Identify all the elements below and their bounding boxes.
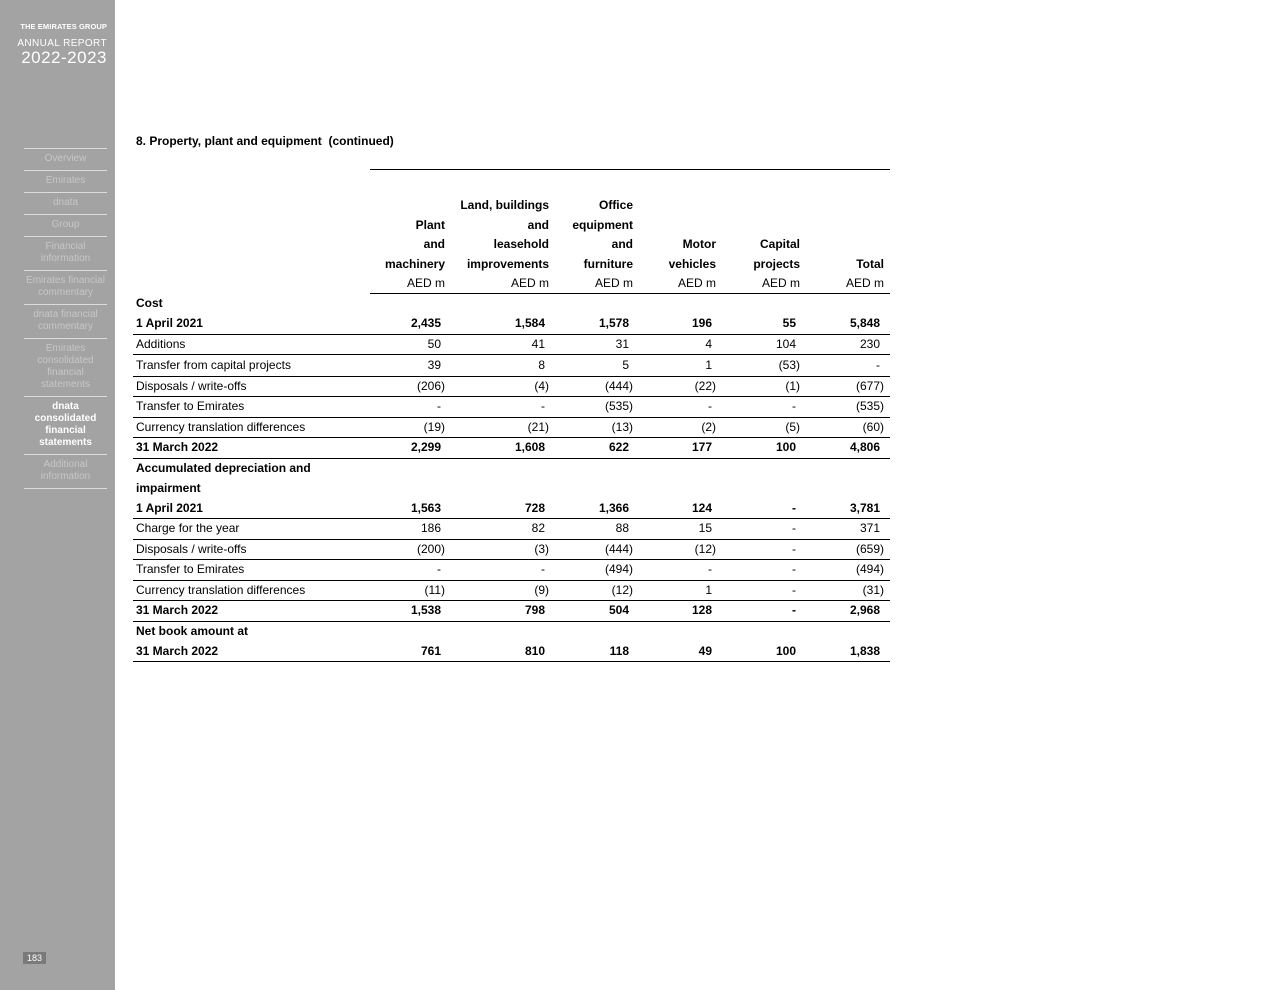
- column-header: improvements: [466, 256, 549, 271]
- table-cell: [451, 519, 555, 540]
- table-cell: [722, 539, 806, 560]
- table-row: [133, 621, 890, 642]
- table-cell: [451, 397, 555, 418]
- cell-value: 504: [608, 603, 629, 617]
- table-cell: [555, 539, 639, 560]
- table-cell: [639, 580, 722, 601]
- cell-value: 104: [775, 336, 796, 351]
- table-row: [133, 376, 890, 397]
- cell-value: (4): [534, 378, 549, 393]
- cell-value: 1: [705, 582, 712, 597]
- table-cell: [451, 355, 555, 377]
- table-cell: [451, 314, 555, 334]
- cell-value: 82: [531, 521, 545, 535]
- row-label: 1 April 2021: [133, 314, 370, 334]
- cell-value: 1,608: [514, 440, 545, 454]
- table-cell: [806, 560, 890, 581]
- column-header: furniture: [583, 256, 633, 271]
- table-row: [133, 499, 890, 519]
- table-cell: [639, 560, 722, 581]
- table-row: [133, 560, 890, 581]
- row-label: Transfer to Emirates: [133, 560, 370, 581]
- cell-value: 177: [691, 440, 712, 454]
- column-header: [806, 235, 890, 255]
- ppe-table: [133, 196, 890, 662]
- cell-value: 55: [782, 316, 796, 330]
- table-cell: [806, 539, 890, 560]
- row-label: Transfer to Emirates: [133, 397, 370, 418]
- table-cell: [722, 294, 806, 315]
- cell-value: -: [437, 562, 441, 576]
- table-cell: [806, 355, 890, 377]
- cell-value: -: [876, 357, 880, 372]
- page-number: 183: [23, 952, 46, 964]
- table-cell: [639, 621, 722, 642]
- table-cell: [806, 580, 890, 601]
- table-cell: [555, 621, 639, 642]
- table-cell: [639, 376, 722, 397]
- nav-item-dnata-financial-commentary[interactable]: dnata financial commentary: [24, 305, 107, 339]
- cell-value: (13): [611, 419, 633, 434]
- column-header: [639, 216, 722, 236]
- table-cell: [639, 458, 722, 479]
- cell-value: 371: [859, 521, 880, 535]
- cell-value: 15: [698, 521, 712, 535]
- row-label: Transfer from capital projects: [133, 355, 370, 377]
- nav-item-overview[interactable]: Overview: [24, 149, 107, 171]
- cell-value: 622: [608, 440, 629, 454]
- cell-value: -: [541, 399, 545, 413]
- table-row: [133, 355, 890, 377]
- cell-value: -: [792, 582, 796, 597]
- table-cell: [555, 355, 639, 377]
- column-header: and: [423, 237, 445, 251]
- cell-value: (200): [416, 541, 445, 556]
- cell-value: -: [708, 562, 712, 576]
- table-cell: [639, 417, 722, 438]
- table-cell: [370, 458, 451, 479]
- table-row: [133, 479, 890, 499]
- table-row: [133, 417, 890, 438]
- cell-value: 4,806: [849, 440, 880, 454]
- sidebar: [0, 0, 115, 990]
- table-cell: [370, 479, 451, 499]
- cell-value: (19): [423, 419, 445, 434]
- table-cell: [370, 397, 451, 418]
- cell-value: 186: [420, 521, 441, 535]
- table-cell: [451, 334, 555, 355]
- cell-value: -: [437, 399, 441, 413]
- table-cell: [555, 417, 639, 438]
- table-cell: [639, 642, 722, 662]
- table-cell: [722, 417, 806, 438]
- table-cell: [555, 580, 639, 601]
- cell-value: 50: [427, 336, 441, 351]
- table-cell: [555, 334, 639, 355]
- table-row: [133, 458, 890, 479]
- table-cell: [722, 601, 806, 622]
- table-cell: [370, 314, 451, 334]
- cell-value: (2): [701, 419, 716, 434]
- header-blank: [133, 255, 370, 275]
- table-cell: [370, 438, 451, 459]
- header-blank: [133, 274, 370, 294]
- table-cell: [370, 499, 451, 519]
- cell-value: -: [541, 562, 545, 576]
- cell-value: (12): [611, 582, 633, 597]
- cell-value: 1: [705, 357, 712, 372]
- table-cell: [722, 355, 806, 377]
- column-header: Motor: [682, 237, 716, 251]
- table-cell: [370, 519, 451, 540]
- table-cell: [806, 376, 890, 397]
- sidebar-nav: [24, 148, 107, 489]
- cell-value: 100: [775, 643, 796, 658]
- table-cell: [555, 294, 639, 315]
- table-cell: [555, 560, 639, 581]
- table-cell: [806, 334, 890, 355]
- table-row: [133, 334, 890, 355]
- brand-report-label: ANNUAL REPORT: [17, 38, 107, 49]
- column-header: projects: [753, 256, 800, 271]
- table-row: [133, 519, 890, 540]
- table-row: [133, 580, 890, 601]
- table-cell: [639, 601, 722, 622]
- header-blank: [133, 216, 370, 236]
- cell-value: (659): [855, 541, 884, 556]
- row-label: 31 March 2022: [133, 601, 370, 622]
- row-label: Additions: [133, 334, 370, 355]
- table-cell: [555, 601, 639, 622]
- table-cell: [639, 294, 722, 315]
- table-cell: [370, 539, 451, 560]
- table-row: [133, 314, 890, 334]
- table-cell: [639, 479, 722, 499]
- cell-value: -: [792, 603, 796, 617]
- cell-value: 1,578: [598, 316, 629, 330]
- page-heading: 8. Property, plant and equipment (continued): [136, 134, 394, 148]
- table-cell: [806, 397, 890, 418]
- cell-value: 2,299: [410, 440, 441, 454]
- column-header: [806, 196, 890, 216]
- table-cell: [722, 499, 806, 519]
- cell-value: 118: [609, 643, 629, 658]
- table-cell: [555, 519, 639, 540]
- column-unit: AED m: [722, 274, 806, 294]
- table-cell: [722, 397, 806, 418]
- row-label: impairment: [136, 480, 201, 495]
- table-cell: [451, 560, 555, 581]
- table-cell: [451, 417, 555, 438]
- table-cell: [451, 294, 555, 315]
- table-row: [133, 397, 890, 418]
- cell-value: 41: [531, 336, 545, 351]
- table-cell: [722, 560, 806, 581]
- table-cell: [370, 355, 451, 377]
- cell-value: (3): [534, 541, 549, 556]
- cell-value: 8: [538, 357, 545, 372]
- table-cell: [639, 499, 722, 519]
- cell-value: 1,838: [849, 643, 880, 658]
- table-cell: [451, 376, 555, 397]
- cell-value: 1,538: [410, 603, 441, 617]
- table-cell: [722, 519, 806, 540]
- cell-value: 100: [775, 440, 796, 454]
- brand-report-years: 2022-2023: [21, 48, 107, 67]
- column-header: Office: [598, 198, 633, 212]
- table-cell: [370, 294, 451, 315]
- table-cell: [806, 458, 890, 479]
- cell-value: 798: [524, 603, 545, 617]
- table-cell: [806, 438, 890, 459]
- table-cell: [555, 397, 639, 418]
- column-unit: AED m: [639, 274, 722, 294]
- table-cell: [806, 314, 890, 334]
- table-cell: [639, 314, 722, 334]
- table-cell: [555, 499, 639, 519]
- cell-value: (444): [604, 378, 633, 393]
- nav-item-dnata[interactable]: dnata: [24, 193, 107, 215]
- row-label: Currency translation differences: [133, 417, 370, 438]
- cell-value: 810: [524, 643, 545, 658]
- table-cell: [722, 458, 806, 479]
- cell-value: 1,584: [514, 316, 545, 330]
- cell-value: 3,781: [849, 500, 880, 515]
- cell-value: 4: [705, 336, 712, 351]
- column-header: Land, buildings: [460, 198, 549, 212]
- header-rule: [370, 169, 890, 170]
- table-cell: [806, 642, 890, 662]
- cell-value: -: [708, 399, 712, 413]
- cell-value: -: [792, 562, 796, 576]
- table-cell: [555, 376, 639, 397]
- table-cell: [451, 601, 555, 622]
- cell-value: (53): [778, 357, 800, 372]
- column-header: Total: [856, 256, 884, 271]
- cell-value: 5,848: [849, 316, 880, 330]
- cell-value: -: [792, 541, 796, 556]
- cell-value: (9): [534, 582, 549, 597]
- table-cell: [639, 397, 722, 418]
- table-cell: [555, 458, 639, 479]
- column-header: [806, 216, 890, 236]
- table-cell: [639, 519, 722, 540]
- table-cell: [370, 621, 451, 642]
- column-header: and: [527, 217, 549, 232]
- column-unit: AED m: [806, 274, 890, 294]
- table-cell: [451, 642, 555, 662]
- brand-block: [17, 22, 107, 66]
- table-cell: [806, 499, 890, 519]
- row-label: Disposals / write-offs: [133, 376, 370, 397]
- table-cell: [451, 479, 555, 499]
- column-header: [639, 196, 722, 216]
- cell-value: 49: [698, 643, 712, 658]
- row-label: Accumulated depreciation and: [136, 460, 311, 475]
- table-cell: [370, 334, 451, 355]
- column-unit: AED m: [555, 274, 639, 294]
- table-cell: [722, 334, 806, 355]
- table-cell: [370, 376, 451, 397]
- table-cell: [722, 642, 806, 662]
- table-cell: [370, 642, 451, 662]
- column-header: leasehold: [493, 237, 549, 251]
- table-cell: [806, 417, 890, 438]
- table-cell: [639, 539, 722, 560]
- nav-item-financial-information[interactable]: Financial information: [24, 237, 107, 271]
- row-label: Cost: [136, 296, 163, 310]
- cell-value: (494): [855, 562, 884, 576]
- table-cell: [370, 601, 451, 622]
- header-blank: [133, 196, 370, 216]
- cell-value: (5): [785, 419, 800, 434]
- column-header: [722, 196, 806, 216]
- table-cell: [806, 479, 890, 499]
- table-cell: [451, 499, 555, 519]
- cell-value: (11): [424, 582, 445, 597]
- table-cell: [722, 621, 806, 642]
- cell-value: 128: [691, 603, 712, 617]
- units-row: [133, 274, 890, 294]
- column-header: machinery: [384, 256, 445, 271]
- nav-item-emirates[interactable]: Emirates: [24, 171, 107, 193]
- table-cell: [451, 458, 555, 479]
- column-header: [722, 216, 806, 236]
- table-cell: [370, 560, 451, 581]
- cell-value: (677): [855, 378, 884, 393]
- table-cell: [555, 438, 639, 459]
- header-row: [133, 196, 890, 216]
- header-row: [133, 255, 890, 275]
- cell-value: (12): [694, 541, 716, 556]
- table-cell: [806, 294, 890, 315]
- nav-item-group[interactable]: Group: [24, 215, 107, 237]
- table-cell: [451, 438, 555, 459]
- table-cell: [806, 601, 890, 622]
- table-cell: [370, 580, 451, 601]
- header-row: [133, 235, 890, 255]
- row-label: Charge for the year: [133, 519, 370, 540]
- cell-value: 2,435: [410, 316, 441, 330]
- table-row: [133, 539, 890, 560]
- row-label: Disposals / write-offs: [133, 539, 370, 560]
- table-cell: [806, 621, 890, 642]
- table-cell: [451, 539, 555, 560]
- table-cell: [370, 417, 451, 438]
- cell-value: -: [792, 500, 796, 515]
- table-row: [133, 601, 890, 622]
- cell-value: (22): [694, 378, 716, 393]
- cell-value: 2,968: [849, 603, 880, 617]
- brand-group-name: THE EMIRATES GROUP: [20, 22, 107, 31]
- cell-value: 1,563: [410, 500, 441, 515]
- column-header: vehicles: [668, 256, 716, 271]
- table-row: [133, 294, 890, 315]
- nav-item-emirates-consolidated-financial-statements[interactable]: Emirates consolidated financial statements: [24, 339, 107, 397]
- cell-value: 31: [615, 336, 629, 351]
- cell-value: 728: [524, 500, 545, 515]
- table-cell: [555, 479, 639, 499]
- table-cell: [639, 438, 722, 459]
- table-cell: [451, 621, 555, 642]
- table-cell: [722, 438, 806, 459]
- table-cell: [555, 314, 639, 334]
- row-label: 31 March 2022: [133, 642, 370, 662]
- table-cell: [451, 580, 555, 601]
- cell-value: 88: [615, 521, 629, 535]
- cell-value: (535): [855, 399, 884, 413]
- cell-value: (535): [604, 399, 633, 413]
- column-unit: AED m: [370, 274, 451, 294]
- column-header: equipment: [572, 217, 633, 232]
- column-unit: AED m: [451, 274, 555, 294]
- cell-value: (494): [604, 562, 633, 576]
- table-row: [133, 438, 890, 459]
- column-header: [370, 196, 451, 216]
- cell-value: 39: [427, 357, 441, 372]
- cell-value: 1,366: [598, 500, 629, 515]
- cell-value: (21): [527, 419, 549, 434]
- cell-value: 761: [420, 643, 441, 658]
- nav-item-dnata-consolidated-financial-statements[interactable]: dnata consolidated financial statements: [24, 397, 107, 455]
- column-header: Capital: [759, 237, 800, 251]
- cell-value: 124: [691, 500, 712, 515]
- header-blank: [133, 235, 370, 255]
- cell-value: 230: [859, 336, 880, 351]
- table-cell: [722, 376, 806, 397]
- table-cell: [639, 334, 722, 355]
- row-label: 1 April 2021: [133, 499, 370, 519]
- header-row: [133, 216, 890, 236]
- cell-value: (31): [862, 582, 884, 597]
- cell-value: -: [792, 399, 796, 413]
- column-header: and: [611, 237, 633, 251]
- nav-item-emirates-financial-commentary[interactable]: Emirates financial commentary: [24, 271, 107, 305]
- row-label: Net book amount at: [136, 623, 249, 638]
- table-cell: [722, 479, 806, 499]
- row-label: Currency translation differences: [133, 580, 370, 601]
- table-row: [133, 642, 890, 662]
- cell-value: -: [792, 521, 796, 535]
- table-cell: [639, 355, 722, 377]
- table-cell: [722, 580, 806, 601]
- cell-value: (60): [862, 419, 884, 434]
- nav-item-additional-information[interactable]: Additional information: [24, 455, 107, 489]
- cell-value: (444): [604, 541, 633, 556]
- cell-value: 5: [622, 357, 629, 372]
- row-label: 31 March 2022: [133, 438, 370, 459]
- table-cell: [722, 314, 806, 334]
- column-header: Plant: [415, 217, 445, 232]
- table-cell: [806, 519, 890, 540]
- cell-value: (1): [785, 378, 800, 393]
- table-cell: [555, 642, 639, 662]
- cell-value: (206): [416, 378, 445, 393]
- cell-value: 196: [691, 316, 712, 330]
